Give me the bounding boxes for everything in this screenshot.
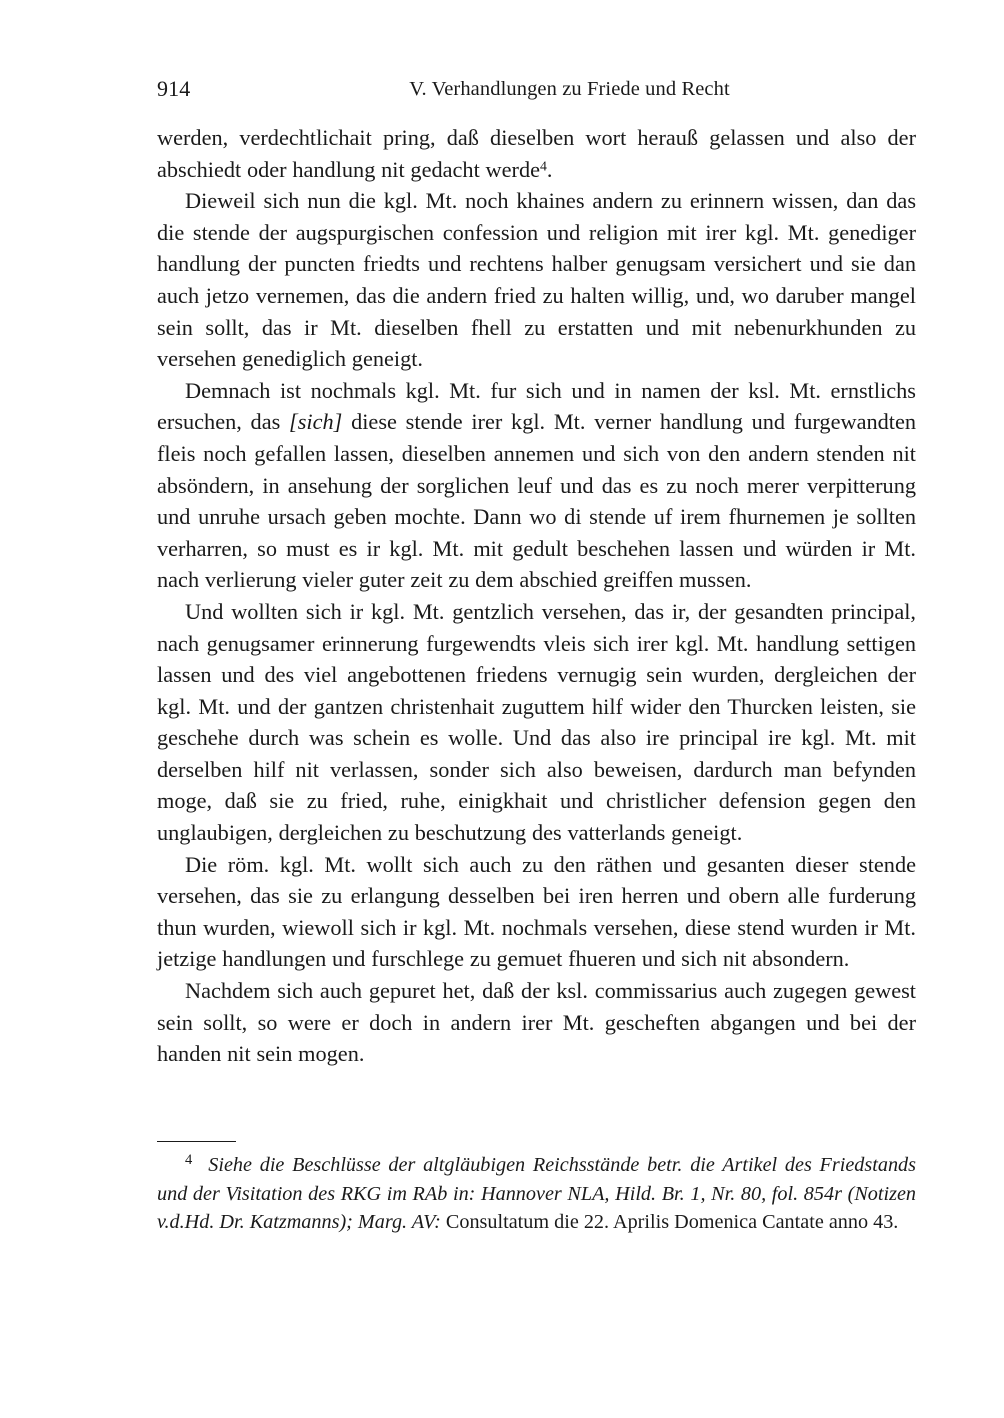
footnote-area: [157, 1141, 916, 1237]
footnote-separator-rule: [157, 1141, 236, 1142]
footnote-entry: [157, 1151, 916, 1237]
editorial-insertion-sich: [sich]: [289, 409, 343, 435]
footnote-segment-italic: Siehe die Beschlüsse der altgläubigen Reichsstände betr. die Artikel des Friedstands und der Visitation des RKG im RAb in: Hannover NLA, Hild. Br. 1, Nr. 80, fol. 854r (Notizen v.d.Hd. Dr. Katzmanns); Marg. AV:: [157, 1154, 916, 1234]
body-text-block: [157, 122, 916, 1070]
paragraph-und-wollten: Und wollten sich ir kgl. Mt. gentzlich versehen, das ir, der gesandten principal, nach genugsamer erinnerung furgewendts vleis sich irer kgl. Mt. handlung settigen lassen und des viel angebottenen friedens vernugig sein wurden, dergleichen der kgl. Mt. und der gantzen christenhait zuguttem hilf wider den Thurcken leisten, sie geschehe durch was schein es wolle. Und das also ire principal ire kgl. Mt. mit derselben hilf nit verlassen, sonder sich also beweisen, dardurch man befynden moge, daß sie zu fried, ruhe, einigkhait und christlicher defension gegen den unglaubigen, dergleichen zu beschutzung des vatterlands geneigt.: [157, 598, 916, 846]
paragraph-text-tail: .: [546, 156, 553, 182]
page-number: 914: [157, 76, 191, 101]
footnote-reference-marker: 4: [540, 157, 547, 173]
paragraph-dieweil: Dieweil sich nun die kgl. Mt. noch khaines andern zu erinnern wissen, dan das die stende der augspurgischen confession und religion mit irer kgl. Mt. genediger handlung der puncten friedts und rechtens halber genugsam versichert und sie dan auch jetzo vernemen, das die andern fried zu halten willig, und, wo daruber mangel sein sollt, das ir Mt. dieselben fhell zu erstatten und mit nebenurkhunden zu versehen genediglich geneigt.: [157, 188, 916, 372]
paragraph-text: werden, verdechtlichait pring, daß dieselben wort herauß gelassen und also der abschiedt oder handlung nit gedacht werde: [157, 125, 916, 182]
paragraph-segment-roman-2: diese stende irer kgl. Mt. verner handlung und furgewandten fleis noch gefallen lassen, dieselben annemen und sich von den andern stenden nit absöndern, in ansehung der sorglichen leuf und das es zu noch merer verpitterung und unruhe ursach geben mochte. Dann wo di stende uf irem fhurnemen je sollten verharren, so must es ir kgl. Mt. mit gedult beschehen lassen und würden ir Mt. nach verlierung vieler guter zeit zu dem abschied greiffen mussen.: [157, 409, 916, 593]
running-head: [157, 74, 916, 104]
footnote-segment-roman: Consultatum die 22. Aprilis Domenica Cantate anno 43.: [440, 1211, 899, 1234]
paragraph-die-roemische: Die röm. kgl. Mt. wollt sich auch zu den räthen und gesanten dieser stende versehen, das sie zu erlangung desselben bei iren herren und obern alle furderung thun wurden, wiewoll sich ir kgl. Mt. nochmals versehen, diese stend wurden ir Mt. jetzige handlungen und furschlege zu gemuet fhueren und sich nit absondern.: [157, 851, 916, 972]
paragraph-segment-roman: Demnach ist nochmals kgl. Mt. fur sich und in namen der ksl. Mt. ernstlichs ersuchen, das: [157, 377, 916, 435]
paragraph-demnach: [157, 375, 916, 596]
footnote-number: 4: [185, 1152, 193, 1169]
paragraph-nachdem: Nachdem sich auch gepuret het, daß der ksl. commissarius auch zugegen gewest sein sollt, so were er doch in andern irer Mt. gescheften abgangen und bei der handen nit sein mogen.: [157, 978, 916, 1067]
paragraph-continuation: [157, 122, 916, 185]
running-head-title: V. Verhandlungen zu Friede und Recht: [409, 78, 730, 100]
